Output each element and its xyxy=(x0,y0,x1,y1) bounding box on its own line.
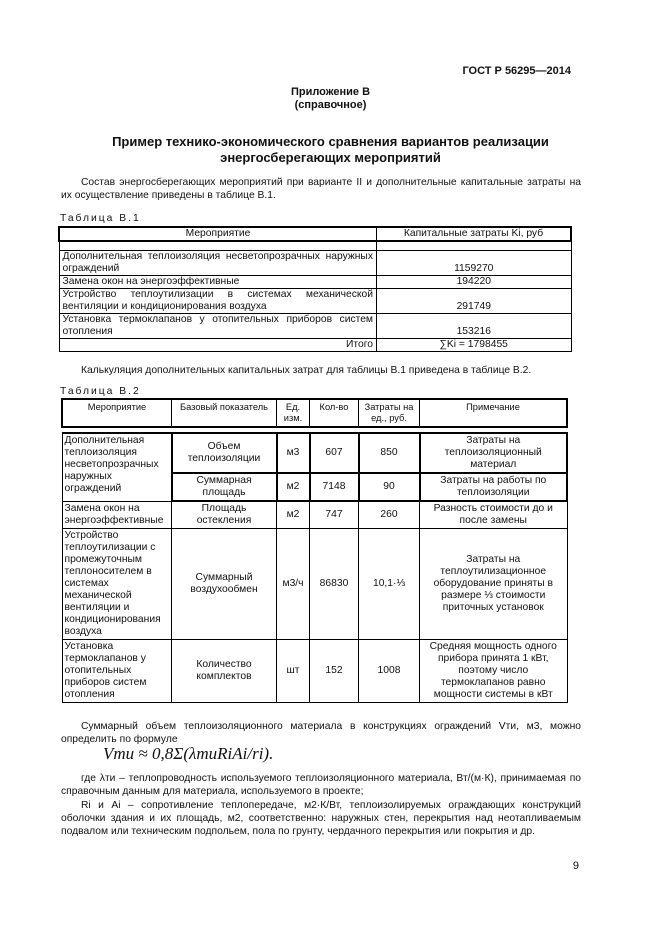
table1-measure: Устройство теплоутилизации в системах механической вентиляции и кондиционирования воздуха xyxy=(59,289,377,314)
table1-caption: Таблица В.1 xyxy=(60,213,141,224)
table2-qty: 607 xyxy=(310,433,359,473)
table2-qty: 86830 xyxy=(310,529,359,640)
table2-cost: 10,1·⅓ xyxy=(359,529,420,640)
table-row xyxy=(62,529,567,640)
table-row xyxy=(59,251,571,276)
table-2 xyxy=(61,398,568,703)
table1-cost: 291749 xyxy=(377,289,572,314)
table2-base: Количество комплектов xyxy=(172,640,277,703)
where-ra: Ri и Ai – сопротивление теплопередаче, м2·К/Вт, теплоизолируемых ограждающих конструкций оболочки здания и их площадь, м2, соответственно: наружных стен, перекрытия над неотапливаемым подвалом или техническим подпольем, пола по грунту, чердачного перекрытия или покрытия и др. xyxy=(61,800,581,837)
table-row xyxy=(59,276,571,289)
table2-header-measure: Мероприятие xyxy=(62,399,172,427)
page-title-line2: энергосберегающих мероприятий xyxy=(220,150,441,165)
table1-measure: Дополнительная теплоизоляция несветопрозрачных наружных ограждений xyxy=(59,251,377,276)
table2-note: Средняя мощность одного прибора принята 1 кВт, поэтому число термоклапанов равно мощности системы в кВт xyxy=(420,640,568,703)
table1-cost: 153216 xyxy=(377,314,572,339)
page-title xyxy=(60,134,601,166)
table1-header-measure: Мероприятие xyxy=(59,227,377,241)
table2-measure: Дополнительная теплоизоляция несветопрозрачных наружных ограждений xyxy=(62,433,172,501)
table2-qty: 7148 xyxy=(310,473,359,501)
standard-number: ГОСТ Р 56295—2014 xyxy=(462,65,571,77)
table1-measure: Замена окон на энергоэффективные xyxy=(59,276,377,289)
table-row-total xyxy=(59,339,571,352)
table1-cost: 194220 xyxy=(377,276,572,289)
table2-unit: м2 xyxy=(277,501,310,529)
table-1 xyxy=(58,226,572,352)
page-number: 9 xyxy=(572,860,579,872)
table2-qty: 152 xyxy=(310,640,359,703)
table2-caption: Таблица В.2 xyxy=(60,386,141,397)
table2-unit: м3/ч xyxy=(277,529,310,640)
table2-measure: Замена окон на энергоэффективные xyxy=(62,501,172,529)
table1-cost: 1159270 xyxy=(377,251,572,276)
table-row xyxy=(59,289,571,314)
appendix-heading xyxy=(0,86,661,112)
table2-header-cost: Затраты на ед., руб. xyxy=(359,399,420,427)
where-lambda: где λти – теплопроводность используемого теплоизоляционного материала, Вт/(м·К), принимаемая по справочным данным для материала, используемого в проекте; xyxy=(61,773,581,797)
table1-measure: Установка термоклапанов у отопительных приборов систем отопления xyxy=(59,314,377,339)
table1-header-cost: Капитальные затраты Ki, руб xyxy=(377,227,572,241)
intro-paragraph: Состав энергосберегающих мероприятий при варианте II и дополнительные капитальные затраты на их осуществление приведены в таблице В.1. xyxy=(61,177,581,201)
table2-header-unit: Ед. изм. xyxy=(277,399,310,427)
table-row xyxy=(62,433,567,473)
table1-total-label: Итого xyxy=(59,339,377,352)
table2-unit: м2 xyxy=(277,473,310,501)
table2-note: Затраты на теплоутилизационное оборудование приняты в размере ⅓ стоимости приточных установок xyxy=(420,529,568,640)
table2-cost: 850 xyxy=(359,433,420,473)
table2-measure: Установка термоклапанов у отопительных приборов систем отопления xyxy=(62,640,172,703)
table2-base: Объем теплоизоляции xyxy=(172,433,277,473)
table2-base: Площадь остекления xyxy=(172,501,277,529)
table2-base: Суммарный воздухообмен xyxy=(172,529,277,640)
table2-header-qty: Кол-во xyxy=(310,399,359,427)
formula: Vти ≈ 0,8Σ(λтиRiAi/ri). xyxy=(103,744,274,763)
table2-note: Разность стоимости до и после замены xyxy=(420,501,568,529)
calc-paragraph: Калькуляция дополнительных капитальных затрат для таблицы В.1 приведена в таблице В.2. xyxy=(81,365,532,376)
page-title-line1: Пример технико-экономического сравнения вариантов реализации xyxy=(112,134,549,149)
table2-cost: 1008 xyxy=(359,640,420,703)
table2-cost: 90 xyxy=(359,473,420,501)
table2-note: Затраты на работы по теплоизоляции xyxy=(420,473,568,501)
table2-qty: 747 xyxy=(310,501,359,529)
table2-note: Затраты на теплоизоляционный материал xyxy=(420,433,568,473)
table2-measure: Устройство теплоутилизации с промежуточным теплоносителем в системах механической вентиляции и кондиционирования воздуха xyxy=(62,529,172,640)
table2-base: Суммарная площадь xyxy=(172,473,277,501)
table-row xyxy=(62,640,567,703)
table2-header-base: Базовый показатель xyxy=(172,399,277,427)
table1-total-value: ∑Ki = 1798455 xyxy=(377,339,572,352)
table-row xyxy=(59,314,571,339)
table-row xyxy=(62,501,567,529)
table2-header-note: Примечание xyxy=(420,399,568,427)
volume-paragraph: Суммарный объем теплоизоляционного материала в конструкциях ограждений Vти, м3, можно определить по формуле xyxy=(61,721,581,745)
table2-cost: 260 xyxy=(359,501,420,529)
appendix-subtitle: (справочное) xyxy=(294,99,367,111)
appendix-title: Приложение В xyxy=(290,86,371,98)
table2-unit: м3 xyxy=(277,433,310,473)
table2-unit: шт xyxy=(277,640,310,703)
